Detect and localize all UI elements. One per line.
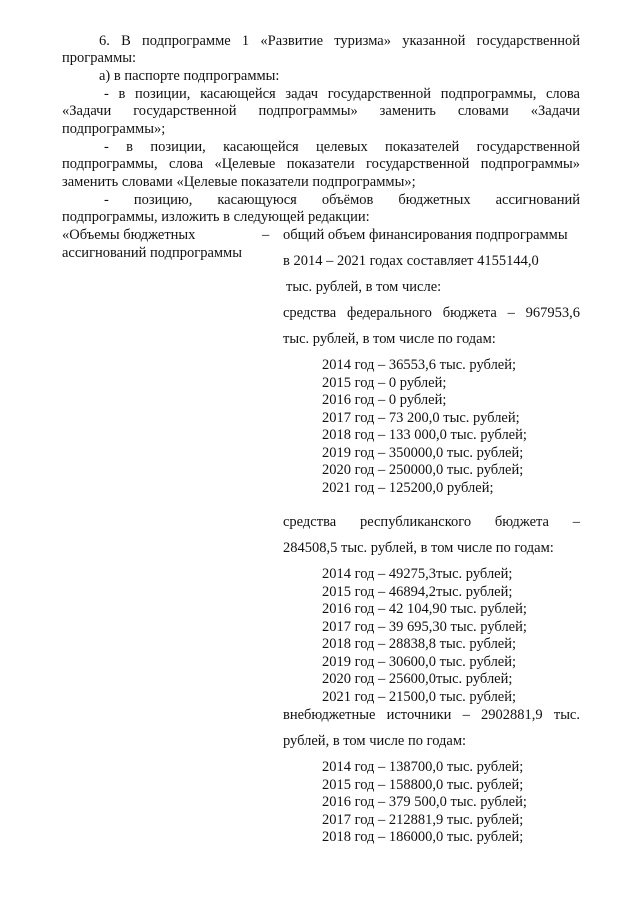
federal-line-2: тыс. рублей, в том числе по годам: [283,331,496,347]
extrabudget-year-row: 2017 год – 212881,9 тыс. рублей; [322,812,524,828]
left-cell-line-2: ассигнований подпрограммы [62,245,242,261]
bullet-tasks-line-1: - в позиции, касающейся задач государственной подпрограммы, слова [104,86,580,102]
extrabudget-year-row: 2016 год – 379 500,0 тыс. рублей; [322,794,527,810]
bullet-budget-line-2: подпрограммы, изложить в следующей редакции: [62,209,370,225]
republic-line-2: 284508,5 тыс. рублей, в том числе по годам: [283,540,554,556]
federal-year-row: 2014 год – 36553,6 тыс. рублей; [322,357,517,373]
bullet-budget-line-1: - позицию, касающуюся объёмов бюджетных ассигнований [104,192,580,208]
republic-line-1: средства республиканского бюджета – [283,514,580,530]
extrabudget-year-row: 2014 год – 138700,0 тыс. рублей; [322,759,524,775]
republic-year-row: 2019 год – 30600,0 тыс. рублей; [322,654,517,670]
extrabudget-year-row: 2015 год – 158800,0 тыс. рублей; [322,777,524,793]
left-cell-dash: – [262,227,270,243]
total-line-2: в 2014 – 2021 годах составляет 4155144,0 [283,253,539,269]
bullet-targets-line-1: - в позиции, касающейся целевых показателей государственной [104,139,580,155]
federal-year-row: 2019 год – 350000,0 тыс. рублей; [322,445,524,461]
total-line-3: тыс. рублей, в том числе: [286,279,442,295]
republic-year-row: 2021 год – 21500,0 тыс. рублей; [322,689,517,705]
republic-year-row: 2017 год – 39 695,30 тыс. рублей; [322,619,527,635]
federal-year-row: 2017 год – 73 200,0 тыс. рублей; [322,410,520,426]
extrabudget-year-row: 2018 год – 186000,0 тыс. рублей; [322,829,524,845]
republic-year-row: 2020 год – 25600,0тыс. рублей; [322,671,513,687]
federal-year-row: 2021 год – 125200,0 рублей; [322,480,494,496]
republic-year-row: 2015 год – 46894,2тыс. рублей; [322,584,513,600]
federal-year-row: 2015 год – 0 рублей; [322,375,447,391]
paragraph-6-line-1: 6. В подпрограмме 1 «Развитие туризма» указанной государственной [99,33,580,49]
federal-year-row: 2016 год – 0 рублей; [322,392,447,408]
bullet-targets-line-3: заменить словами «Целевые показатели подпрограммы»; [62,174,416,190]
extrabudget-line-1: внебюджетные источники – 2902881,9 тыс. [283,707,580,723]
bullet-tasks-line-2: «Задачи государственной подпрограммы» заменить словами «Задачи [62,103,580,119]
republic-year-row: 2016 год – 42 104,90 тыс. рублей; [322,601,527,617]
bullet-targets-line-2: подпрограммы, слова «Целевые показатели государственной подпрограммы» [62,156,580,172]
left-cell-line-1: «Объемы бюджетных [62,227,196,243]
federal-year-row: 2020 год – 250000,0 тыс. рублей; [322,462,524,478]
paragraph-6-line-2: программы: [62,50,137,66]
total-line-1: общий объем финансирования подпрограммы [283,227,568,243]
extrabudget-line-2: рублей, в том числе по годам: [283,733,467,749]
republic-year-row: 2014 год – 49275,3тыс. рублей; [322,566,513,582]
bullet-tasks-line-3: подпрограммы»; [62,121,166,137]
federal-year-row: 2018 год – 133 000,0 тыс. рублей; [322,427,527,443]
federal-line-1: средства федерального бюджета – 967953,6 [283,305,580,321]
subitem-a: а) в паспорте подпрограммы: [99,68,280,84]
republic-year-row: 2018 год – 28838,8 тыс. рублей; [322,636,517,652]
